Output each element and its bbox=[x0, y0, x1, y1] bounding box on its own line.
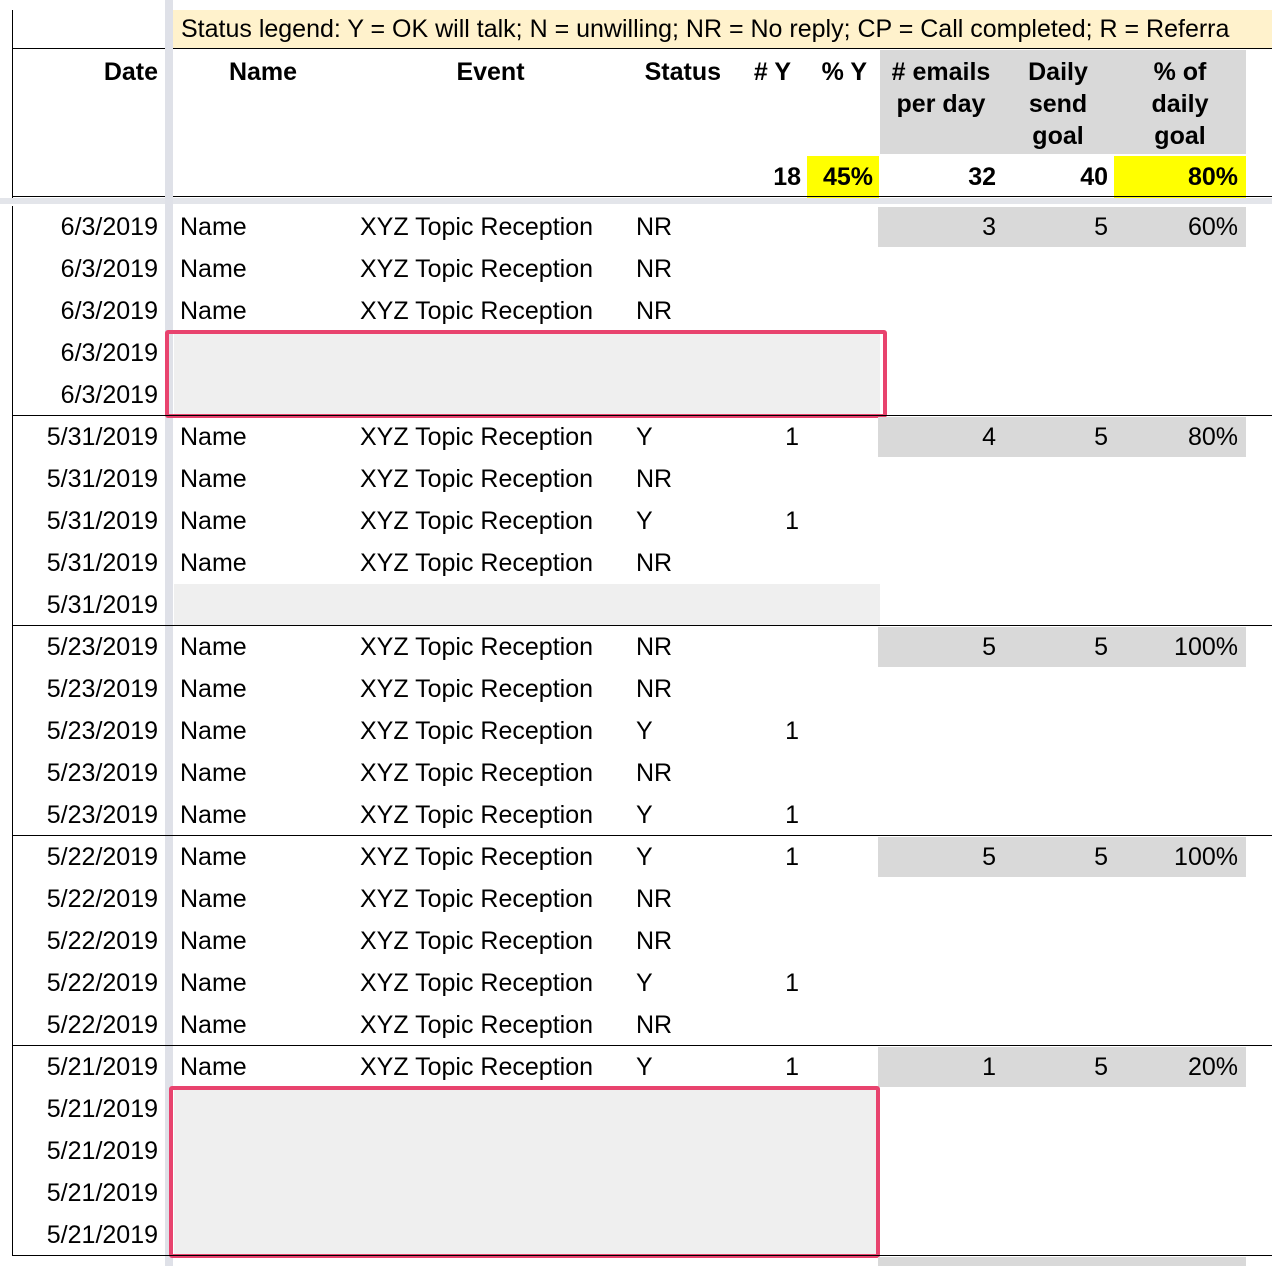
status-cell[interactable]: NR bbox=[636, 927, 673, 955]
status-cell[interactable]: NR bbox=[636, 675, 673, 703]
name-cell[interactable]: Name bbox=[180, 759, 247, 787]
pct-daily-goal-cell[interactable]: 20% bbox=[1187, 1053, 1238, 1081]
date-cell[interactable]: 5/22/2019 bbox=[46, 969, 158, 997]
name-cell[interactable]: Name bbox=[180, 633, 247, 661]
num-y-cell[interactable] bbox=[721, 1004, 799, 1046]
name-cell[interactable]: Name bbox=[180, 1053, 247, 1081]
status-cell[interactable]: NR bbox=[636, 1011, 673, 1039]
header-status[interactable]: Status bbox=[644, 58, 721, 86]
total-num-y[interactable]: 18 bbox=[773, 163, 801, 191]
name-cell[interactable]: Name bbox=[180, 927, 247, 955]
redacted-rows bbox=[174, 584, 880, 626]
header-bottom-border bbox=[12, 196, 1272, 197]
frozen-row-divider bbox=[0, 198, 1272, 204]
event-cell[interactable]: XYZ Topic Reception bbox=[360, 423, 593, 451]
date-cell[interactable]: 6/3/2019 bbox=[60, 297, 158, 325]
name-cell[interactable]: Name bbox=[180, 255, 247, 283]
date-cell[interactable]: 6/3/2019 bbox=[60, 255, 158, 283]
header-pct-daily-goal[interactable] bbox=[1114, 56, 1246, 152]
emails-per-day-cell[interactable]: 5 bbox=[982, 633, 996, 661]
name-cell[interactable]: Name bbox=[180, 885, 247, 913]
date-cell[interactable]: 5/22/2019 bbox=[46, 1011, 158, 1039]
date-cell[interactable]: 6/3/2019 bbox=[60, 339, 158, 367]
name-cell[interactable]: Name bbox=[180, 423, 247, 451]
daily-send-goal-cell[interactable]: 5 bbox=[1094, 1053, 1108, 1081]
name-cell[interactable]: Name bbox=[180, 801, 247, 829]
name-cell[interactable]: Name bbox=[180, 213, 247, 241]
status-legend[interactable]: Status legend: Y = OK will talk; N = unwilling; NR = No reply; CP = Call completed; R = Referra bbox=[173, 10, 1272, 48]
event-cell[interactable]: XYZ Topic Reception bbox=[360, 213, 593, 241]
event-cell[interactable]: XYZ Topic Reception bbox=[360, 507, 593, 535]
header-event[interactable]: Event bbox=[456, 58, 525, 86]
annotation-highlight-box bbox=[165, 330, 887, 418]
left-border bbox=[12, 626, 13, 836]
num-y-cell[interactable] bbox=[721, 920, 799, 962]
total-emails-per-day[interactable]: 32 bbox=[968, 163, 996, 191]
status-cell[interactable]: Y bbox=[636, 1053, 653, 1081]
status-cell[interactable]: NR bbox=[636, 549, 673, 577]
num-y-cell[interactable]: 1 bbox=[785, 507, 799, 535]
status-cell[interactable]: NR bbox=[636, 255, 673, 283]
num-y-cell[interactable]: 1 bbox=[785, 717, 799, 745]
emails-per-day-cell[interactable]: 1 bbox=[982, 1053, 996, 1081]
status-cell[interactable]: Y bbox=[636, 801, 653, 829]
header-num-y[interactable]: # Y bbox=[753, 58, 791, 86]
status-cell[interactable]: NR bbox=[636, 213, 673, 241]
event-cell[interactable]: XYZ Topic Reception bbox=[360, 297, 593, 325]
date-cell[interactable]: 5/31/2019 bbox=[46, 507, 158, 535]
group-separator bbox=[12, 1255, 1272, 1256]
event-cell[interactable]: XYZ Topic Reception bbox=[360, 675, 593, 703]
status-cell[interactable]: NR bbox=[636, 465, 673, 493]
num-y-cell[interactable] bbox=[721, 248, 799, 290]
date-cell[interactable]: 5/31/2019 bbox=[46, 591, 158, 619]
daily-send-goal-cell[interactable]: 5 bbox=[1094, 633, 1108, 661]
name-cell[interactable]: Name bbox=[180, 507, 247, 535]
status-cell[interactable]: Y bbox=[636, 507, 653, 535]
event-cell[interactable]: XYZ Topic Reception bbox=[360, 717, 593, 745]
pct-daily-goal-cell[interactable]: 100% bbox=[1174, 633, 1238, 661]
event-cell[interactable]: XYZ Topic Reception bbox=[360, 1011, 593, 1039]
header-goal-line3: goal bbox=[1032, 122, 1084, 150]
date-cell[interactable]: 5/22/2019 bbox=[46, 927, 158, 955]
status-cell[interactable]: Y bbox=[636, 969, 653, 997]
header-goal-line1: Daily bbox=[1028, 58, 1088, 86]
pct-daily-goal-cell[interactable]: 60% bbox=[1187, 213, 1238, 241]
date-cell[interactable]: 5/22/2019 bbox=[46, 843, 158, 871]
name-cell[interactable]: Name bbox=[180, 843, 247, 871]
frozen-column-divider bbox=[165, 0, 173, 1266]
header-goal-line2: send bbox=[1028, 90, 1088, 118]
num-y-cell[interactable] bbox=[721, 458, 799, 500]
num-y-cell[interactable]: 1 bbox=[785, 1053, 799, 1081]
event-cell[interactable]: XYZ Topic Reception bbox=[360, 1053, 593, 1081]
total-daily-send-goal[interactable]: 40 bbox=[1080, 163, 1108, 191]
status-cell[interactable]: Y bbox=[636, 423, 653, 451]
header-top-border bbox=[12, 48, 1272, 49]
date-cell[interactable]: 6/3/2019 bbox=[60, 381, 158, 409]
daily-send-goal-cell[interactable]: 5 bbox=[1094, 423, 1108, 451]
date-cell[interactable]: 5/31/2019 bbox=[46, 423, 158, 451]
left-border bbox=[12, 416, 13, 626]
event-cell[interactable]: XYZ Topic Reception bbox=[360, 465, 593, 493]
name-cell[interactable]: Name bbox=[180, 969, 247, 997]
name-cell[interactable]: Name bbox=[180, 1011, 247, 1039]
num-y-cell[interactable]: 1 bbox=[785, 423, 799, 451]
date-cell[interactable]: 5/23/2019 bbox=[46, 801, 158, 829]
event-cell[interactable]: XYZ Topic Reception bbox=[360, 801, 593, 829]
status-cell[interactable]: NR bbox=[636, 759, 673, 787]
emails-per-day-cell[interactable]: 3 bbox=[982, 213, 996, 241]
header-pct-line3: goal bbox=[1154, 122, 1206, 150]
date-cell[interactable]: 5/21/2019 bbox=[46, 1179, 158, 1207]
event-cell[interactable]: XYZ Topic Reception bbox=[360, 633, 593, 661]
next-summary-row-bg bbox=[878, 1257, 1246, 1266]
daily-send-goal-cell[interactable]: 5 bbox=[1094, 843, 1108, 871]
num-y-cell[interactable] bbox=[721, 290, 799, 332]
event-cell[interactable]: XYZ Topic Reception bbox=[360, 759, 593, 787]
num-y-cell[interactable] bbox=[721, 752, 799, 794]
status-cell[interactable]: Y bbox=[636, 843, 653, 871]
name-cell[interactable]: Name bbox=[180, 465, 247, 493]
header-name[interactable]: Name bbox=[228, 58, 298, 86]
event-cell[interactable]: XYZ Topic Reception bbox=[360, 549, 593, 577]
name-cell[interactable]: Name bbox=[180, 549, 247, 577]
num-y-cell[interactable]: 1 bbox=[785, 843, 799, 871]
date-cell[interactable]: 5/21/2019 bbox=[46, 1053, 158, 1081]
header-daily-send-goal[interactable] bbox=[1002, 56, 1114, 152]
total-pct-daily-goal[interactable]: 80% bbox=[1187, 163, 1238, 191]
status-cell[interactable]: NR bbox=[636, 885, 673, 913]
date-cell[interactable]: 5/22/2019 bbox=[46, 885, 158, 913]
header-pct-line2: daily bbox=[1151, 90, 1209, 118]
header-date[interactable]: Date bbox=[103, 58, 158, 86]
num-y-cell[interactable] bbox=[721, 206, 799, 248]
date-cell[interactable]: 5/21/2019 bbox=[46, 1221, 158, 1249]
date-cell[interactable]: 5/21/2019 bbox=[46, 1137, 158, 1165]
date-cell[interactable]: 5/23/2019 bbox=[46, 759, 158, 787]
left-border bbox=[12, 206, 13, 416]
left-border bbox=[12, 836, 13, 1046]
date-cell[interactable]: 5/23/2019 bbox=[46, 633, 158, 661]
name-cell[interactable]: Name bbox=[180, 675, 247, 703]
num-y-cell[interactable]: 1 bbox=[785, 801, 799, 829]
num-y-cell[interactable]: 1 bbox=[785, 969, 799, 997]
event-cell[interactable]: XYZ Topic Reception bbox=[360, 255, 593, 283]
event-cell[interactable]: XYZ Topic Reception bbox=[360, 969, 593, 997]
status-cell[interactable]: Y bbox=[636, 717, 653, 745]
event-cell[interactable]: XYZ Topic Reception bbox=[360, 885, 593, 913]
date-cell[interactable]: 5/23/2019 bbox=[46, 675, 158, 703]
left-border-top bbox=[12, 10, 13, 198]
num-y-cell[interactable] bbox=[721, 542, 799, 584]
header-pct-y[interactable]: % Y bbox=[821, 58, 867, 86]
header-pct-line1: % of bbox=[1153, 58, 1207, 86]
status-cell[interactable]: NR bbox=[636, 633, 673, 661]
date-cell[interactable]: 6/3/2019 bbox=[60, 213, 158, 241]
event-cell[interactable]: XYZ Topic Reception bbox=[360, 927, 593, 955]
daily-send-goal-cell[interactable]: 5 bbox=[1094, 213, 1108, 241]
left-border bbox=[12, 1046, 13, 1256]
num-y-cell[interactable] bbox=[721, 626, 799, 668]
header-emails-per-day[interactable] bbox=[880, 56, 1002, 120]
date-cell[interactable]: 5/31/2019 bbox=[46, 465, 158, 493]
emails-per-day-cell[interactable]: 4 bbox=[982, 423, 996, 451]
date-cell[interactable]: 5/31/2019 bbox=[46, 549, 158, 577]
pct-daily-goal-cell[interactable]: 100% bbox=[1174, 843, 1238, 871]
num-y-cell[interactable] bbox=[721, 878, 799, 920]
header-emails-line1: # emails bbox=[891, 58, 991, 86]
header-emails-line2: per day bbox=[896, 90, 986, 118]
annotation-highlight-box bbox=[169, 1086, 880, 1258]
emails-per-day-cell[interactable]: 5 bbox=[982, 843, 996, 871]
name-cell[interactable]: Name bbox=[180, 297, 247, 325]
event-cell[interactable]: XYZ Topic Reception bbox=[360, 843, 593, 871]
status-cell[interactable]: NR bbox=[636, 297, 673, 325]
name-cell[interactable]: Name bbox=[180, 717, 247, 745]
total-pct-y[interactable]: 45% bbox=[822, 163, 873, 191]
date-cell[interactable]: 5/21/2019 bbox=[46, 1095, 158, 1123]
pct-daily-goal-cell[interactable]: 80% bbox=[1187, 423, 1238, 451]
date-cell[interactable]: 5/23/2019 bbox=[46, 717, 158, 745]
num-y-cell[interactable] bbox=[721, 668, 799, 710]
